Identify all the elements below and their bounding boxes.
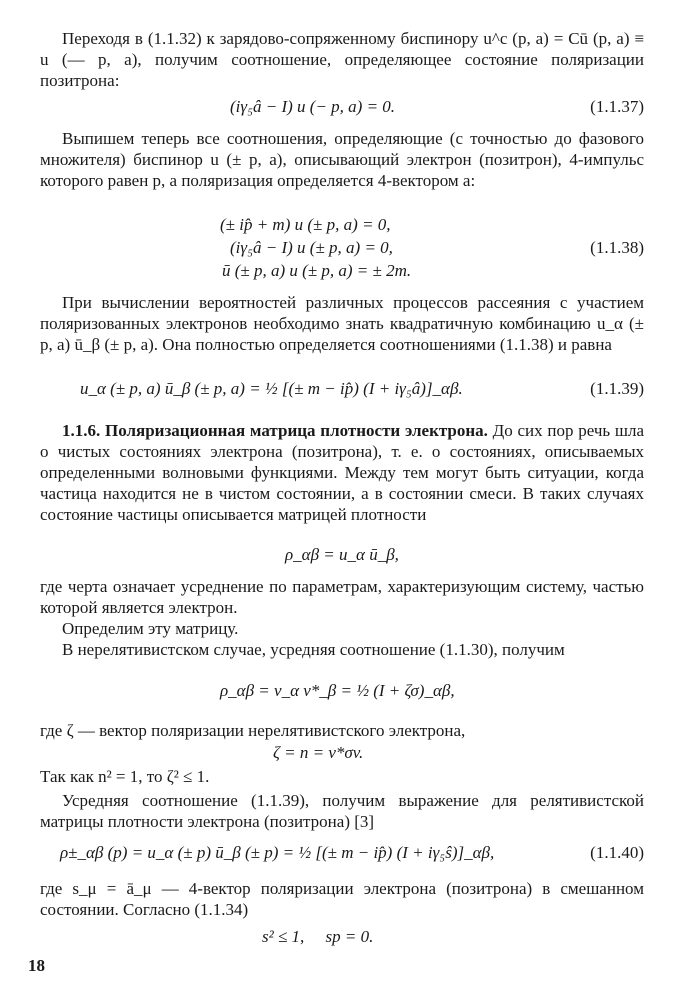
equation-formula: (iγ₅â − I) u (− p, a) = 0. — [230, 97, 396, 116]
equation-density-nonrelativistic — [40, 680, 644, 702]
equation-zeta — [40, 742, 644, 764]
paragraph-zeta: где ζ — вектор поляризации нерелятивистского электрона, — [40, 721, 466, 740]
paragraph-relations: Выпишем теперь все соотношения, определяющие (с точностью до фазового множителя) биспинор u (± p, a), описывающий электрон (позитрон), 4-импульс которого равен p, а поляризация определяется 4-вектором a: — [40, 129, 644, 190]
equation-1-1-38 — [40, 214, 644, 282]
paragraph-charge-conjugate: Переходя в (1.1.32) к зарядово-сопряженному биспинору u^c (p, a) = Cū (p, a) ≡ u (— p, a), получим соотношение, определяющее состояние поляризации позитрона: — [40, 29, 644, 90]
paragraph-polarization-vector: где s_μ = ā_μ — 4-вектор поляризации электрона (позитрона) в смешанном состоянии. Согласно (1.1.34) — [40, 879, 644, 919]
equation-formula: ρ±_αβ (p) = u_α (± p) ū_β (± p) = ½ [(± m − ip̂) (I + iγ₅ŝ)]_αβ, — [60, 843, 495, 862]
paragraph-n-squared: Так как n² = 1, то ζ² ≤ 1. — [40, 767, 210, 786]
equation-formula: ρ_αβ = v_α v*_β = ½ (I + ζσ)_αβ, — [220, 681, 455, 700]
equation-line-2: (iγ₅â − I) u (± p, a) = 0, — [230, 238, 393, 257]
equation-s-conditions — [40, 926, 644, 948]
equation-formula: ζ = n = v*σv. — [273, 743, 364, 762]
equation-line-3: ū (± p, a) u (± p, a) = ± 2m. — [222, 261, 412, 280]
equation-line-1: (± ip̂ + m) u (± p, a) = 0, — [220, 215, 391, 234]
page-number: 18 — [28, 956, 45, 975]
equation-formula: ρ_αβ = u_α ū_β, — [285, 545, 399, 564]
paragraph-define: Определим эту матрицу. — [62, 619, 239, 638]
equation-1-1-39 — [40, 378, 644, 400]
equation-formula: s² ≤ 1, sp = 0. — [262, 927, 374, 946]
section-text: До сих пор речь шла о чистых состояниях электрона (позитрона), т. е. о состояниях, описываемых определенными волновыми функциями. Между тем могут быть ситуации, когда частица находится не в чистом состоянии, а в состоянии смеси. В таких случаях состояние частицы описывается матрицей плотности — [40, 421, 644, 524]
equation-number: (1.1.38) — [590, 238, 644, 257]
equation-density-matrix — [40, 544, 644, 566]
paragraph-averaging: где черта означает усреднение по параметрам, характеризующим систему, частью которой является электрон. — [40, 577, 644, 617]
equation-formula: u_α (± p, a) ū_β (± p, a) = ½ [(± m − ip̂) (I + iγ₅â)]_αβ. — [80, 379, 463, 398]
paragraph-relativistic: Усредняя соотношение (1.1.39), получим выражение для релятивистской матрицы плотности электрона (позитрона) [3] — [40, 791, 644, 831]
paragraph-probabilities: При вычислении вероятностей различных процессов рассеяния с участием поляризованных электронов необходимо знать квадратичную комбинацию u_α (± p, a) ū_β (± p, a). Она полностью определяется соотношениями (1.1.38) и равна — [40, 293, 644, 354]
equation-number: (1.1.39) — [590, 379, 644, 398]
paragraph-nonrelativistic: В нерелятивистском случае, усредняя соотношение (1.1.30), получим — [62, 640, 565, 659]
equation-number: (1.1.40) — [590, 843, 644, 862]
equation-1-1-37 — [40, 96, 644, 118]
equation-1-1-40 — [40, 842, 644, 864]
paragraph-section-1-1-6 — [40, 420, 644, 525]
equation-number: (1.1.37) — [590, 97, 644, 116]
section-title: 1.1.6. Поляризационная матрица плотности электрона. — [62, 421, 488, 440]
